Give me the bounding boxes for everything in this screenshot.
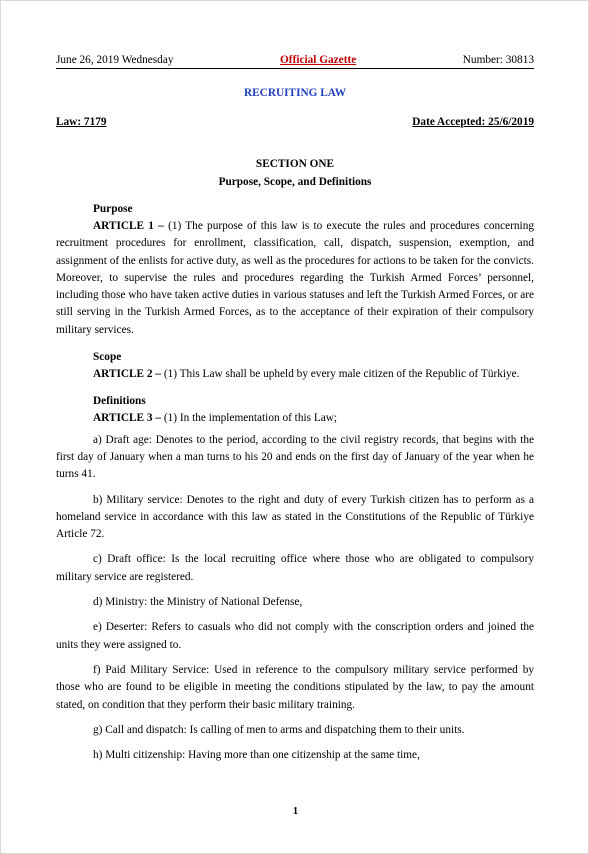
scope-heading: Scope [93,351,122,364]
document-content [56,53,534,764]
article-2-paragraph [56,366,534,383]
article-1-label: ARTICLE 1 – [93,220,164,232]
header-number: Number: 30813 [462,54,534,66]
definition-item: b) Military service: Denotes to the right and duty of every Turkish citizen has to perform as a homeland service in accordance with this law as stated in the Constitutions of the Republic of Türkiye Article 72. [56,493,534,541]
definition-item: h) Multi citizenship: Having more than one citizenship at the same time, [93,749,420,762]
purpose-heading: Purpose [93,203,133,215]
definition-item: g) Call and dispatch: Is calling of men to arms and dispatching them to their units. [93,723,465,736]
article-2-label: ARTICLE 2 – [93,368,162,381]
law-number: Law: 7179 [56,116,107,128]
definition-item: a) Draft age: Denotes to the period, according to the civil registry records, that begins with the first day of January when a man turns to his 20 and ends on the first day of January of the year when he turns 41. [56,433,534,481]
definition-item: f) Paid Military Service: Used in reference to the compulsory military service performed by those who are found to be eligible in meeting the conditions stipulated by the law, to pay the amount stated, on condition that they perform their basic military training. [56,663,534,711]
header-date: June 26, 2019 Wednesday [56,54,174,66]
date-accepted: Date Accepted: 25/6/2019 [412,116,534,128]
section-subtitle: Purpose, Scope, and Definitions [218,176,372,188]
article-1-paragraph [56,218,534,339]
law-title: RECRUITING LAW [243,87,346,99]
definition-item: d) Ministry: the Ministry of National Defense, [93,596,303,609]
section-title: SECTION ONE [255,158,335,170]
law-info-line [56,113,534,131]
article-3-paragraph [56,410,534,427]
article-1-text: (1) The purpose of this law is to execute the rules and procedures concerning recruitment procedures for enrollment, classification, call, dispatch, suspension, exemption, and assignment of the enlists for active duty, as well as the procedures for actions to be taken for the convicts. Moreover, to supervise the rules and procedures regarding the Turkish Armed Forces’ personnel, including those who have taken active duties in various statuses and left the Turkish Armed Forces, or are still serving in the Turkish Armed Forces, as to the acceptance of their expiration of their compulsory military services. [56,220,534,336]
page-number: 1 [292,806,299,817]
gazette-header [56,53,534,69]
article-3-text: (1) In the implementation of this Law; [161,412,338,425]
header-gazette-title: Official Gazette [280,54,357,66]
article-3-label: ARTICLE 3 – [93,412,162,425]
definition-item: e) Deserter: Refers to casuals who did not comply with the conscription orders and joined the units they were assigned to. [56,621,534,651]
definition-item: c) Draft office: Is the local recruiting office where those who are obligated to compulsory military service are registered. [56,553,534,583]
definitions-heading: Definitions [93,395,146,408]
article-2-text: (1) This Law shall be upheld by every male citizen of the Republic of Türkiye. [161,368,520,381]
